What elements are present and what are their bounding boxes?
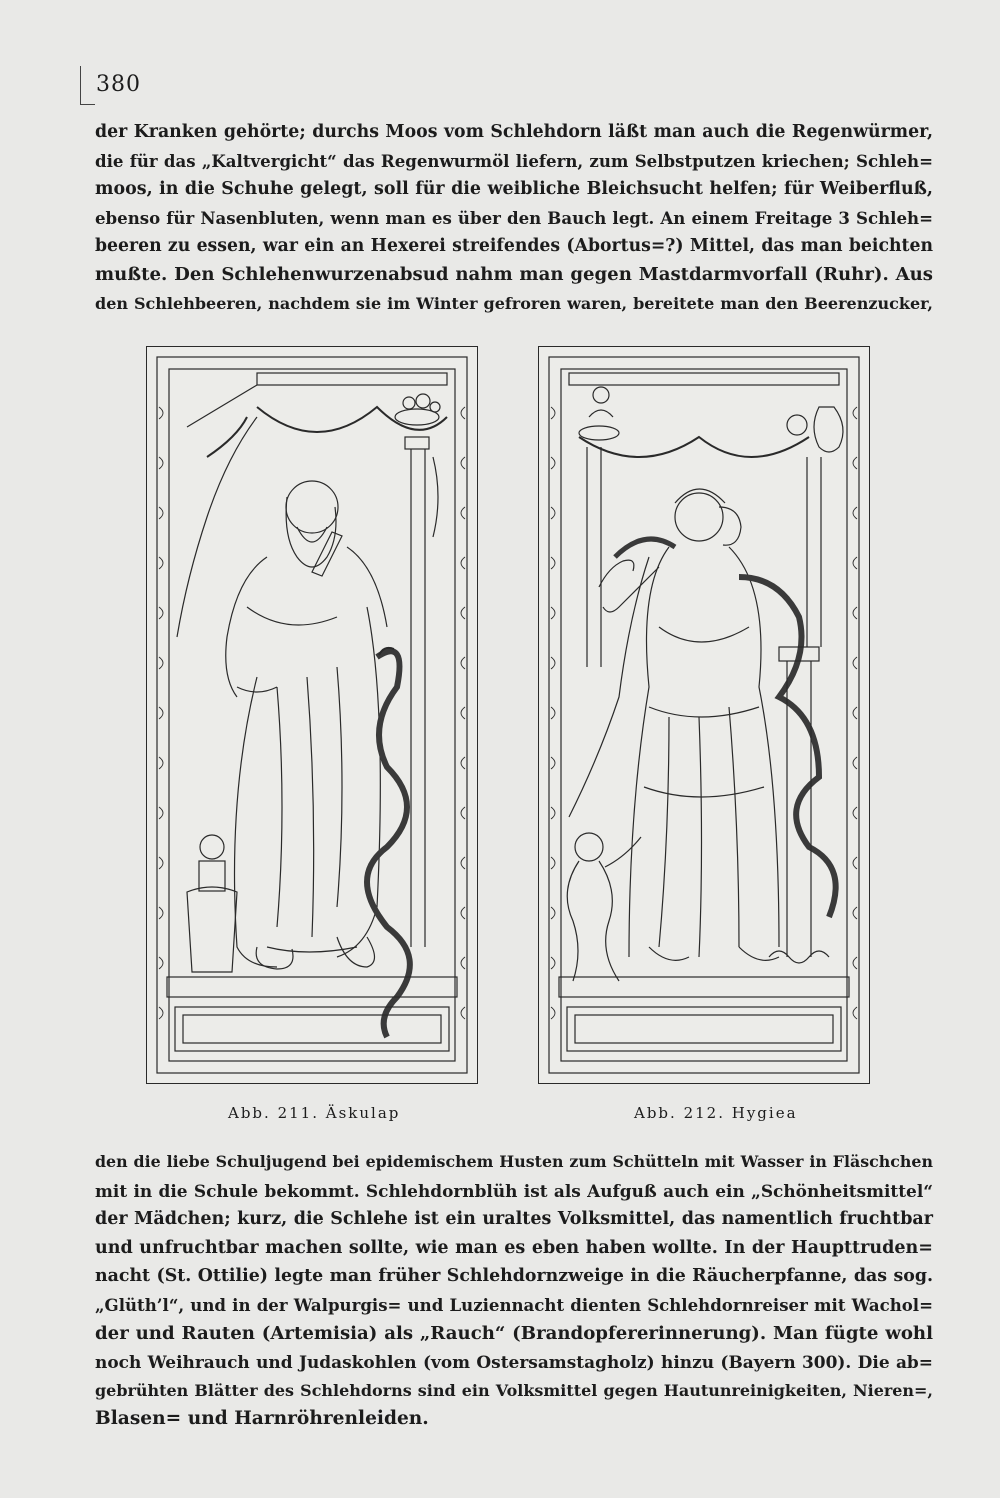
figure-caption-askulap: Abb. 211. Äskulap xyxy=(228,1104,401,1122)
text-line: mit in die Schule bekommt. Schlehdornblüh ist als Aufguß auch ein „Schönheitsmittel“ xyxy=(95,1180,933,1201)
text-line: nacht (St. Ottilie) legte man früher Schlehdornzweige in die Räucherpfanne, das sog. xyxy=(95,1266,933,1287)
text-line: „Glüth’l“, und in der Walpurgis= und Luziennacht dienten Schlehdornreiser mit Wachol= xyxy=(95,1294,933,1315)
top-paragraph xyxy=(95,118,933,318)
text-line: der Kranken gehörte; durchs Moos vom Schlehdorn läßt man auch die Regenwürmer, xyxy=(95,122,933,142)
text-line: mußte. Den Schlehenwurzenabsud nahm man gegen Mastdarmvorfall (Ruhr). Aus xyxy=(95,263,933,285)
figure-caption-hygiea: Abb. 212. Hygiea xyxy=(634,1104,798,1122)
text-line: Blasen= und Harnröhrenleiden. xyxy=(95,1408,429,1430)
hygiea-engraving xyxy=(539,347,869,1083)
figure-hygiea-illustration xyxy=(538,346,870,1084)
text-line: und unfruchtbar machen sollte, wie man es eben haben wollte. In der Haupttruden= xyxy=(95,1237,933,1258)
page-corner-mark xyxy=(80,66,95,105)
text-line: gebrühten Blätter des Schlehdorns sind ein Volksmittel gegen Hautunreinigkeiten, Nieren=, xyxy=(95,1380,933,1400)
text-line: moos, in die Schuhe gelegt, soll für die weibliche Bleichsucht helfen; für Weiberfluß, xyxy=(95,179,933,200)
text-line: beeren zu essen, war ein an Hexerei streifendes (Abortus=?) Mittel, das man beichten xyxy=(95,236,933,257)
askulap-engraving xyxy=(147,347,477,1083)
text-line: der Mädchen; kurz, die Schlehe ist ein uraltes Volksmittel, das namentlich fruchtbar xyxy=(95,1209,933,1230)
text-line: noch Weihrauch und Judaskohlen (vom Ostersamstagholz) hinzu (Bayern 300). Die ab= xyxy=(95,1352,933,1373)
text-line: ebenso für Nasenbluten, wenn man es über den Bauch legt. An einem Freitage 3 Schleh= xyxy=(95,207,933,228)
text-line: der und Rauten (Artemisia) als „Rauch“ (Brandopfererinnerung). Man fügte wohl xyxy=(95,1322,933,1344)
page-number: 380 xyxy=(96,72,141,97)
text-line: die für das „Kaltvergicht“ das Regenwurmöl liefern, zum Selbstputzen kriechen; Schleh= xyxy=(95,150,933,171)
bottom-paragraph xyxy=(95,1148,933,1434)
figure-askulap-illustration xyxy=(146,346,478,1084)
text-line: den die liebe Schuljugend bei epidemischem Husten zum Schütteln mit Wasser in Fläschchen xyxy=(95,1152,933,1171)
text-line: den Schlehbeeren, nachdem sie im Winter gefroren waren, bereitete man den Beerenzucker, xyxy=(95,293,933,313)
